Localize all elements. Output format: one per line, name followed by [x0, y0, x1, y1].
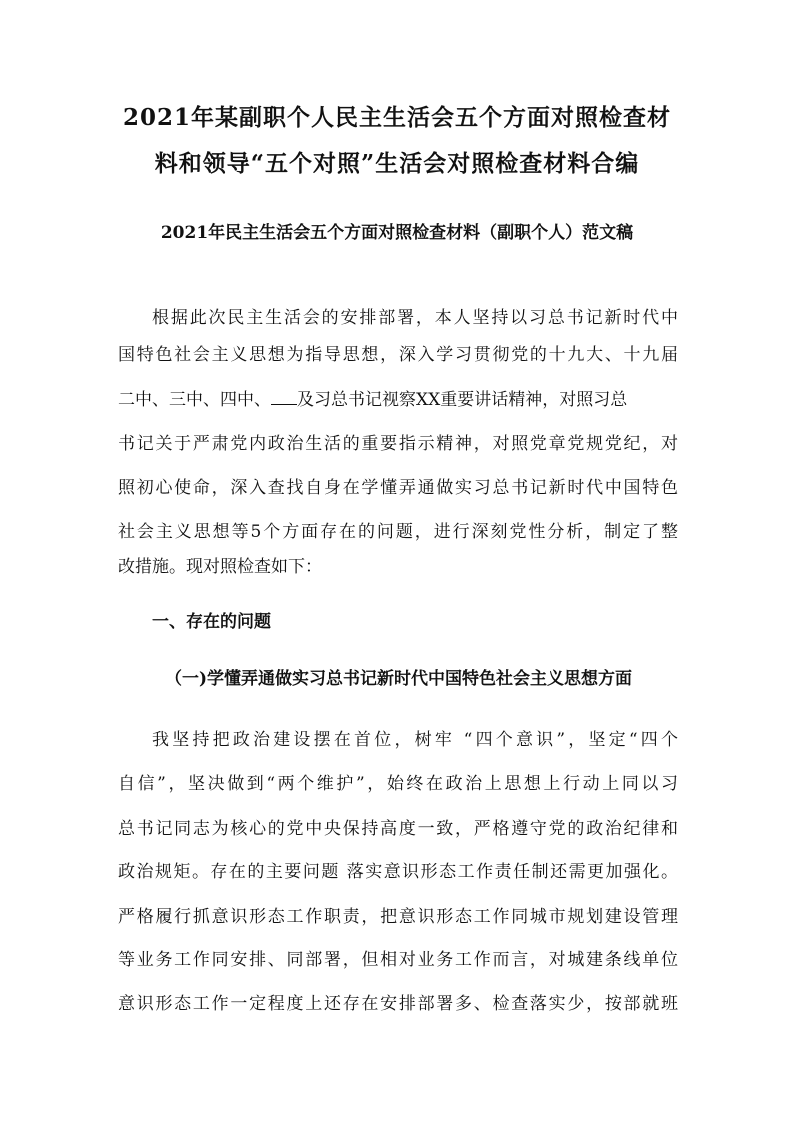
paragraph-1-line-3-start: 二中、三中、四中、 [118, 390, 271, 410]
document-title-line-1: 2021年某副职个人民主生活会五个方面对照检查材 [122, 104, 671, 131]
subsection-heading-1: （一)学懂弄通做实习总书记新时代中国特色社会主义思想方面 [165, 669, 633, 689]
paragraph-1-line-3 [118, 386, 678, 414]
document-subtitle: 2021年民主生活会五个方面对照检查材料（副职个人）范文稿 [160, 223, 634, 243]
paragraph-1-line-2: 国特色社会主义思想为指导思想，深入学习贯彻党的十九大、十九届 [118, 345, 678, 365]
section-heading-problems: 一、存在的问题 [152, 612, 271, 632]
paragraph-1-line-3-end: 及习总书记视察XX重要讲话精神，对照习总 [297, 390, 628, 410]
paragraph-1-line-6: 社会主义思想等5个方面存在的问题，进行深刻党性分析，制定了整 [118, 522, 678, 542]
paragraph-1-line-5: 照初心使命，深入查找自身在学懂弄通做实习总书记新时代中国特色 [118, 478, 678, 498]
blank-underline [271, 390, 297, 405]
paragraph-1-line-4: 书记关于严肃党内政治生活的重要指示精神，对照党章党规党纪，对 [118, 434, 678, 454]
paragraph-2-line-2: 自信”，坚决做到“两个维护”，始终在政治上思想上行动上同以习 [118, 774, 678, 794]
paragraph-2-line-5: 严格履行抓意识形态工作职责，把意识形态工作同城市规划建设管理 [118, 907, 678, 927]
paragraph-2-line-1: 我坚持把政治建设摆在首位，树牢 “四个意识”，坚定“四个 [152, 730, 678, 750]
paragraph-2-line-4: 政治规矩。存在的主要问题 落实意识形态工作责任制还需更加强化。 [118, 862, 678, 882]
document-title-line-2: 料和领导“五个对照”生活会对照检查材料合编 [154, 150, 640, 177]
paragraph-2-line-7: 意识形态工作一定程度上还存在安排部署多、检查落实少，按部就班 [118, 994, 678, 1014]
paragraph-1-line-1: 根据此次民主生活会的安排部署，本人坚持以习总书记新时代中 [152, 308, 678, 328]
paragraph-1-line-7: 改措施。现对照检查如下： [118, 557, 322, 577]
paragraph-2-line-6: 等业务工作同安排、同部署，但相对业务工作而言，对城建条线单位 [118, 950, 678, 970]
paragraph-2-line-3: 总书记同志为核心的党中央保持高度一致，严格遵守党的政治纪律和 [118, 819, 678, 839]
